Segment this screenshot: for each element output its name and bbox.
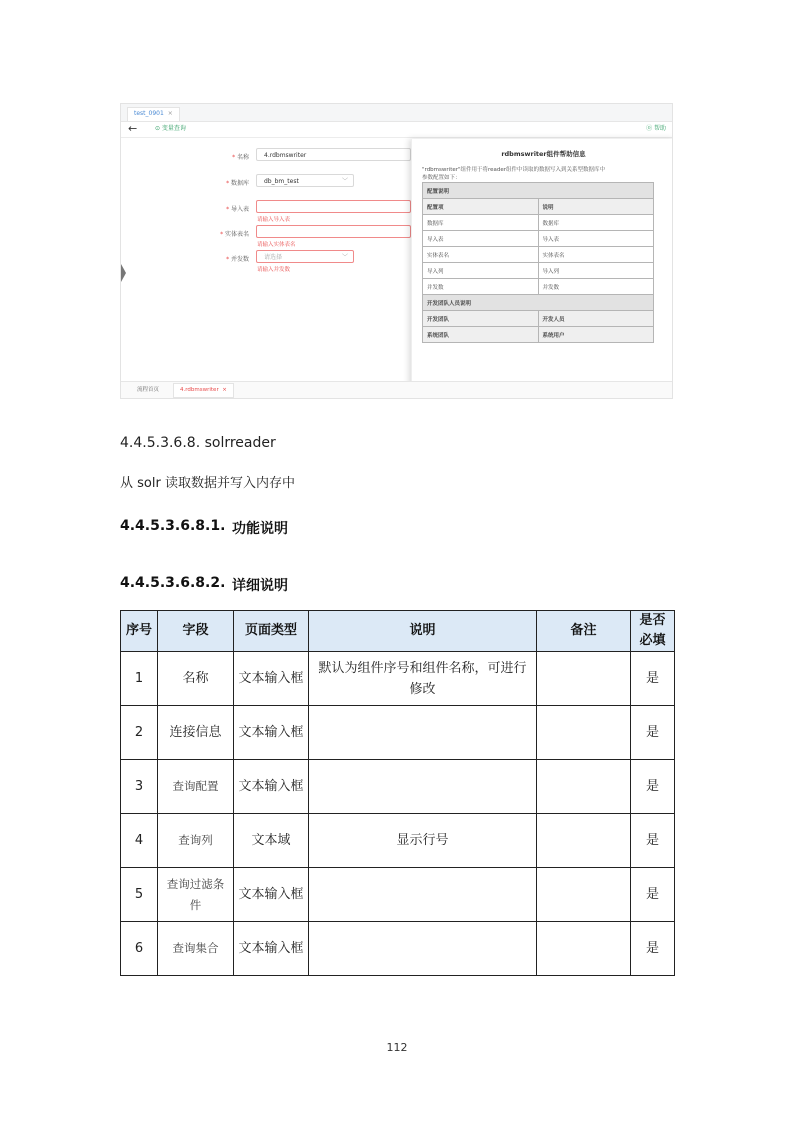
help-cell: 导入表 [423, 231, 539, 247]
header-field: 字段 [158, 611, 234, 652]
cell-type: 文本输入框 [234, 706, 309, 760]
close-icon: × [222, 387, 227, 393]
chevron-down-icon: ﹀ [341, 178, 348, 185]
page-number: 112 [386, 1041, 408, 1054]
concurrency-label: * 并发数 [226, 256, 249, 263]
cell-required: 是 [631, 868, 675, 922]
section-description: 从 solr 读取数据并写入内存中 [120, 476, 295, 491]
subsection-function: 4.4.5.3.6.8.1. 功能说明 [120, 518, 288, 537]
database-label: * 数据库 [226, 180, 249, 187]
cell-required: 是 [631, 652, 675, 706]
cell-seq: 1 [121, 652, 158, 706]
variable-query-link[interactable]: ⊙ 变量查询 [155, 125, 186, 132]
header-desc: 说明 [309, 611, 537, 652]
import-table-input[interactable] [256, 200, 411, 213]
help-title: rdbmswriter组件帮助信息 [501, 150, 586, 158]
cell-field: 查询配置 [158, 760, 234, 814]
back-arrow-icon[interactable]: ← [128, 122, 138, 135]
cell-field: 查询列 [158, 814, 234, 868]
cell-note [537, 760, 631, 814]
table-row [121, 652, 675, 706]
cell-seq: 2 [121, 706, 158, 760]
subsection-detail: 4.4.5.3.6.8.2. 详细说明 [120, 575, 288, 594]
cell-field: 连接信息 [158, 706, 234, 760]
help-table [422, 182, 654, 343]
section-title: 4.4.5.3.6.8. solrreader [120, 435, 276, 451]
cell-type: 文本输入框 [234, 652, 309, 706]
help-cell: 并发数 [538, 279, 654, 295]
help-cell: 导入列 [538, 263, 654, 279]
help-config-header: 配置项 [423, 199, 539, 215]
help-cell: 系统团队 [423, 327, 539, 343]
help-cell: 开发团队 [423, 311, 539, 327]
cell-desc [309, 760, 537, 814]
cell-field: 名称 [158, 652, 234, 706]
cell-seq: 6 [121, 922, 158, 976]
header-type: 页面类型 [234, 611, 309, 652]
cell-required: 是 [631, 760, 675, 814]
cell-type: 文本输入框 [234, 922, 309, 976]
help-description: "rdbmswriter"组件用于将reader组件中读取的数据写入到关系型数据库中 参数配置如下： [422, 167, 606, 181]
help-cell: 数据库 [538, 215, 654, 231]
collapse-handle-icon[interactable] [121, 264, 126, 282]
cell-note [537, 706, 631, 760]
import-table-error: 请输入导入表 [257, 217, 291, 223]
cell-note [537, 868, 631, 922]
cell-seq: 5 [121, 868, 158, 922]
table-row [121, 814, 675, 868]
screenshot-bottom-tabs [121, 381, 672, 398]
help-link[interactable]: ⓪ 帮助 [646, 125, 666, 132]
field-table [120, 610, 675, 976]
cell-field: 查询集合 [158, 922, 234, 976]
help-team-section: 开发团队人员说明 [423, 295, 654, 311]
help-cell: 开发人员 [538, 311, 654, 327]
table-header-row [121, 611, 675, 652]
screenshot-top-tab[interactable] [127, 107, 180, 121]
table-row [121, 922, 675, 976]
help-config-header: 说明 [538, 199, 654, 215]
cell-required: 是 [631, 922, 675, 976]
cell-note [537, 814, 631, 868]
entity-table-error: 请输入实体表名 [257, 242, 296, 248]
help-cell: 导入列 [423, 263, 539, 279]
screenshot-toolbar [121, 121, 672, 138]
cell-desc [309, 922, 537, 976]
help-cell: 系统用户 [538, 327, 654, 343]
cell-type: 文本输入框 [234, 868, 309, 922]
entity-table-label: * 实体表名 [220, 231, 249, 238]
tab-flow-home[interactable]: 流程首页 [137, 387, 160, 393]
screenshot-top-tab-label: test_0901 [134, 110, 164, 117]
cell-field: 查询过滤条件 [158, 868, 234, 922]
cell-required: 是 [631, 814, 675, 868]
help-config-section: 配置说明 [423, 183, 654, 199]
cell-desc: 默认为组件序号和组件名称，可进行修改 [309, 652, 537, 706]
cell-type: 文本域 [234, 814, 309, 868]
table-row [121, 760, 675, 814]
embedded-screenshot [120, 103, 673, 399]
cell-required: 是 [631, 706, 675, 760]
help-cell: 实体表名 [423, 247, 539, 263]
help-cell: 并发数 [423, 279, 539, 295]
tab-rdbmswriter[interactable]: 4.rdbmswriter × [173, 383, 234, 398]
database-select[interactable]: db_bm_test ﹀ [256, 174, 354, 187]
cell-desc: 显示行号 [309, 814, 537, 868]
header-seq: 序号 [121, 611, 158, 652]
cell-seq: 3 [121, 760, 158, 814]
help-cell: 实体表名 [538, 247, 654, 263]
header-note: 备注 [537, 611, 631, 652]
cell-note [537, 922, 631, 976]
cell-desc [309, 706, 537, 760]
help-cell: 数据库 [423, 215, 539, 231]
help-panel [411, 139, 673, 399]
cell-note [537, 652, 631, 706]
chevron-down-icon: ﹀ [341, 254, 348, 261]
name-label: * 名称 [232, 154, 249, 161]
close-icon[interactable]: × [167, 110, 173, 117]
header-required: 是否必填 [631, 611, 675, 652]
import-table-label: * 导入表 [226, 206, 249, 213]
help-cell: 导入表 [538, 231, 654, 247]
concurrency-error: 请输入并发数 [257, 267, 291, 273]
entity-table-input[interactable] [256, 225, 411, 238]
cell-desc [309, 868, 537, 922]
concurrency-select[interactable]: 请选择 ﹀ [256, 250, 354, 263]
screenshot-tab-bar [121, 104, 672, 122]
name-input[interactable]: 4.rdbmswriter [256, 148, 411, 161]
cell-seq: 4 [121, 814, 158, 868]
table-row [121, 868, 675, 922]
cell-type: 文本输入框 [234, 760, 309, 814]
table-row [121, 706, 675, 760]
